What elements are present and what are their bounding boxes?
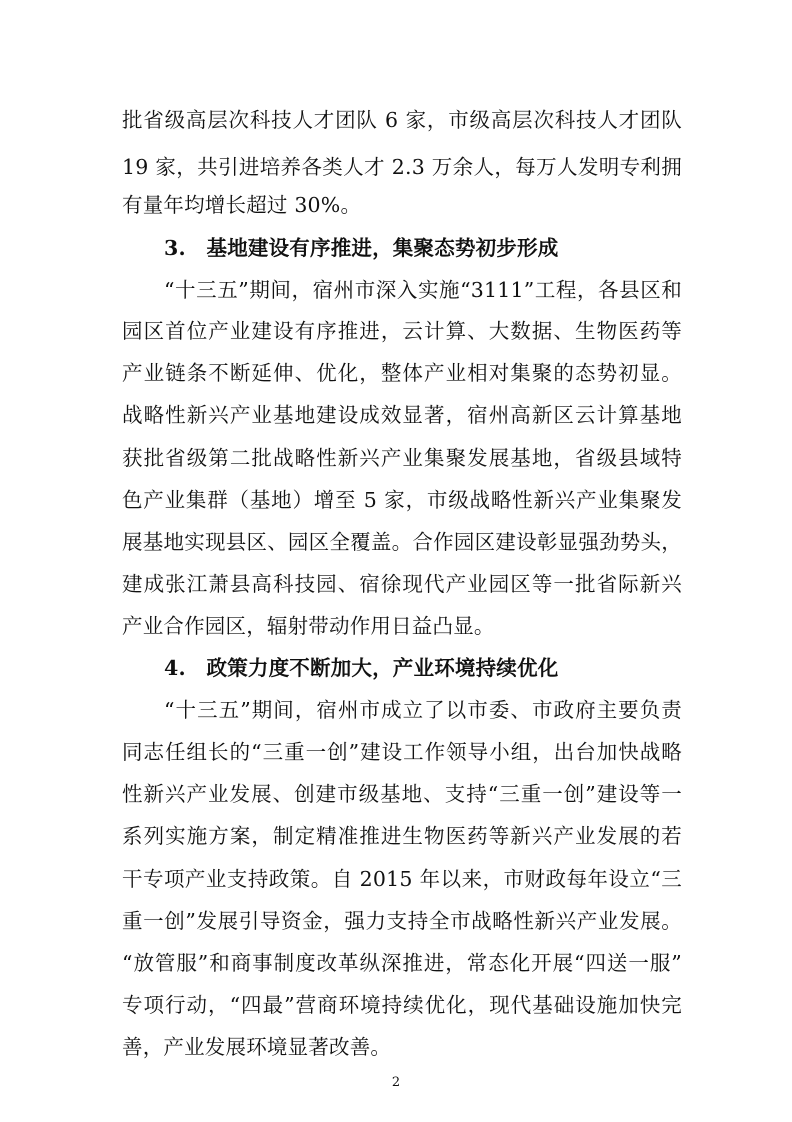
body-line: “十三五”期间，宿州市成立了以市委、市政府主要负责: [164, 698, 682, 722]
body-line: “十三五”期间，宿州市深入实施“3111”工程，各县区和: [164, 278, 682, 302]
body-line: 19 家，共引进培养各类人才 2.3 万余人，每万人发明专利拥: [122, 155, 682, 179]
body-line: 批省级高层次科技人才团队 6 家，市级高层次科技人才团队: [122, 108, 682, 132]
body-line: 色产业集群（基地）增至 5 家，市级战略性新兴产业集聚发: [122, 488, 682, 512]
body-line: 产业链条不断延伸、优化，整体产业相对集聚的态势初显。: [122, 361, 682, 385]
body-line: 重一创”发展引导资金，强力支持全市战略性新兴产业发展。: [122, 909, 682, 933]
body-line: 性新兴产业发展、创建市级基地、支持“三重一创”建设等一: [122, 782, 682, 806]
body-line: 建成张江萧县高科技园、宿徐现代产业园区等一批省际新兴: [122, 572, 682, 596]
body-line: 产业合作园区，辐射带动作用日益凸显。: [122, 614, 495, 638]
section-heading-4: 4. 政策力度不断加大，产业环境持续优化: [164, 656, 559, 680]
body-line: 善，产业发展环境显著改善。: [122, 1035, 392, 1059]
body-line: 同志任组长的“三重一创”建设工作领导小组，出台加快战略: [122, 740, 682, 764]
body-line: 专项行动，“四最”营商环境持续优化，现代基础设施加快完: [122, 993, 682, 1017]
body-line: 展基地实现县区、园区全覆盖。合作园区建设彰显强劲势头，: [122, 530, 682, 554]
body-line: “放管服”和商事制度改革纵深推进，常态化开展“四送一服”: [122, 951, 682, 975]
body-line: 干专项产业支持政策。自 2015 年以来，市财政每年设立“三: [122, 867, 682, 891]
body-line: 战略性新兴产业基地建设成效显著，宿州高新区云计算基地: [122, 403, 682, 427]
body-line: 园区首位产业建设有序推进，云计算、大数据、生物医药等: [122, 319, 682, 343]
body-line: 获批省级第二批战略性新兴产业集聚发展基地，省级县域特: [122, 446, 682, 470]
body-line: 有量年均增长超过 30%。: [122, 193, 362, 217]
body-line: 系列实施方案，制定精准推进生物医药等新兴产业发展的若: [122, 824, 682, 848]
section-heading-3: 3. 基地建设有序推进，集聚态势初步形成: [164, 236, 559, 260]
page-number: 2: [391, 1075, 401, 1090]
